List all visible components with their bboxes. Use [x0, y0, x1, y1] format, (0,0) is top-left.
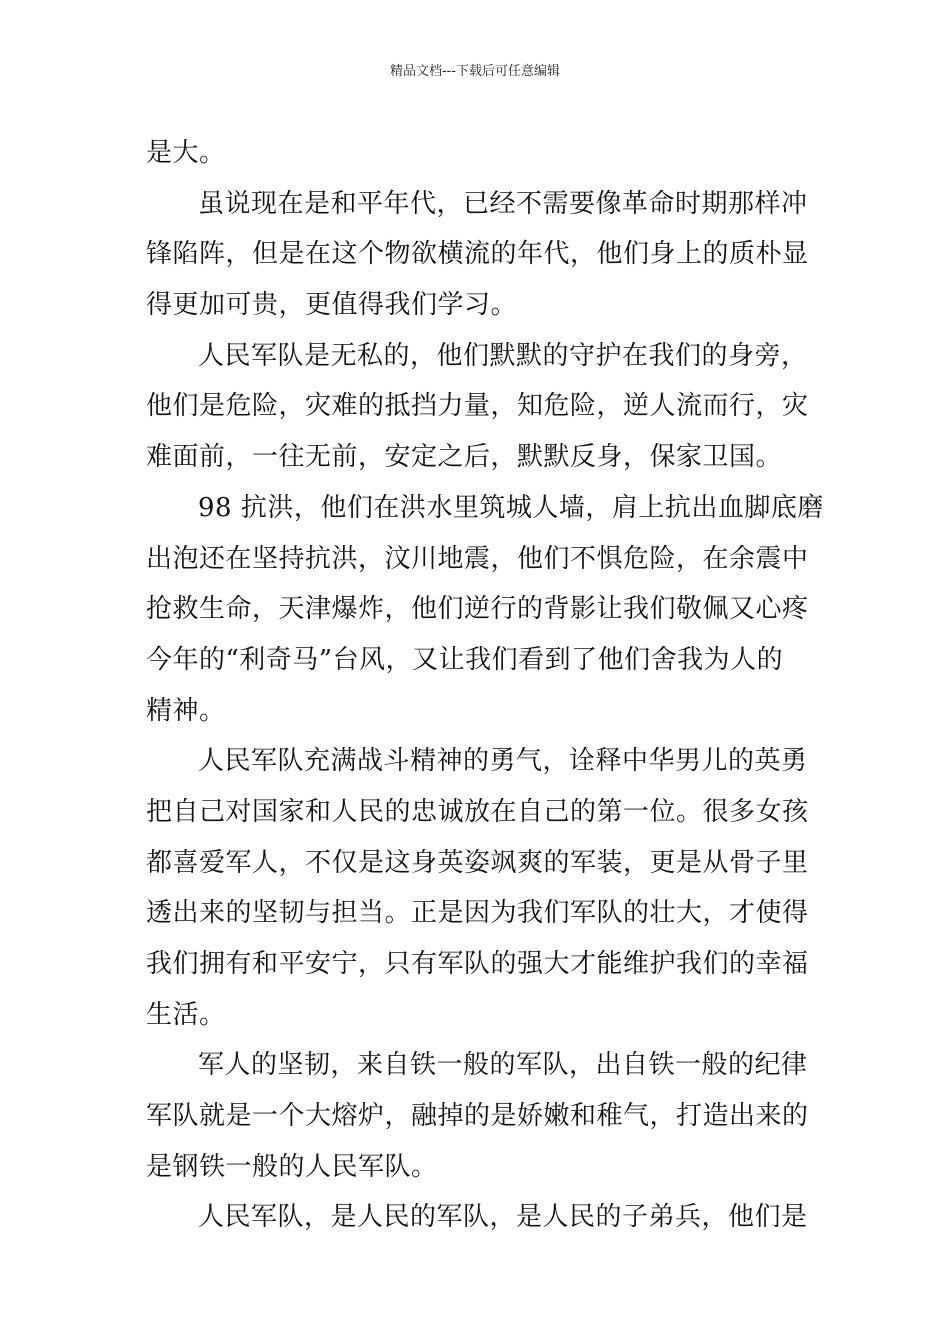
text-line: 98 抗洪，他们在洪水里筑城人墙，肩上抗出血脚底磨	[198, 492, 824, 523]
text-line: 难面前，一往无前，安定之后，默默反身，保家卫国。	[146, 442, 783, 473]
text-line: 人民军队充满战斗精神的勇气，诠释中华男儿的英勇	[198, 746, 808, 777]
text-line: 是钢铁一般的人民军队。	[146, 1151, 438, 1182]
text-line: 透出来的坚韧与担当。正是因为我们军队的壮大，才使得	[146, 898, 809, 929]
text-line: 锋陷阵，但是在这个物欲横流的年代，他们身上的质朴显	[146, 239, 809, 270]
text-line: 精神。	[146, 695, 226, 726]
text-line: 军人的坚韧，来自铁一般的军队，出自铁一般的纪律	[198, 1050, 808, 1081]
text-line: 出泡还在坚持抗洪，汶川地震，他们不惧危险，在余震中	[146, 543, 809, 574]
text-line: 人民军队是无私的，他们默默的守护在我们的身旁，	[198, 340, 808, 371]
text-line: 他们是危险，灾难的抵挡力量，知危险，逆人流而行，灾	[146, 391, 809, 422]
text-line: 虽说现在是和平年代，已经不需要像革命时期那样冲	[198, 188, 808, 219]
text-line: 是大。	[146, 138, 226, 168]
text-line: 生活。	[146, 999, 226, 1030]
text-line: 人民军队，是人民的军队，是人民的子弟兵，他们是	[198, 1202, 808, 1233]
page-header: 精品文档---下载后可任意编辑	[389, 64, 561, 79]
text-line: 今年的“利奇马”台风，又让我们看到了他们舍我为人的	[146, 644, 784, 675]
text-line: 我们拥有和平安宁，只有军队的强大才能维护我们的幸福	[146, 949, 809, 979]
text-line: 抢救生命，天津爆炸，他们逆行的背影让我们敬佩又心疼	[146, 594, 809, 625]
text-line: 得更加可贵，更值得我们学习。	[146, 290, 518, 321]
body-text	[146, 128, 824, 1243]
text-line: 把自己对国家和人民的忠诚放在自己的第一位。很多女孩	[146, 796, 809, 827]
text-line: 都喜爱军人，不仅是这身英姿飒爽的军装，更是从骨子里	[146, 847, 809, 878]
text-line: 军队就是一个大熔炉，融掉的是娇嫩和稚气，打造出来的	[146, 1101, 809, 1132]
